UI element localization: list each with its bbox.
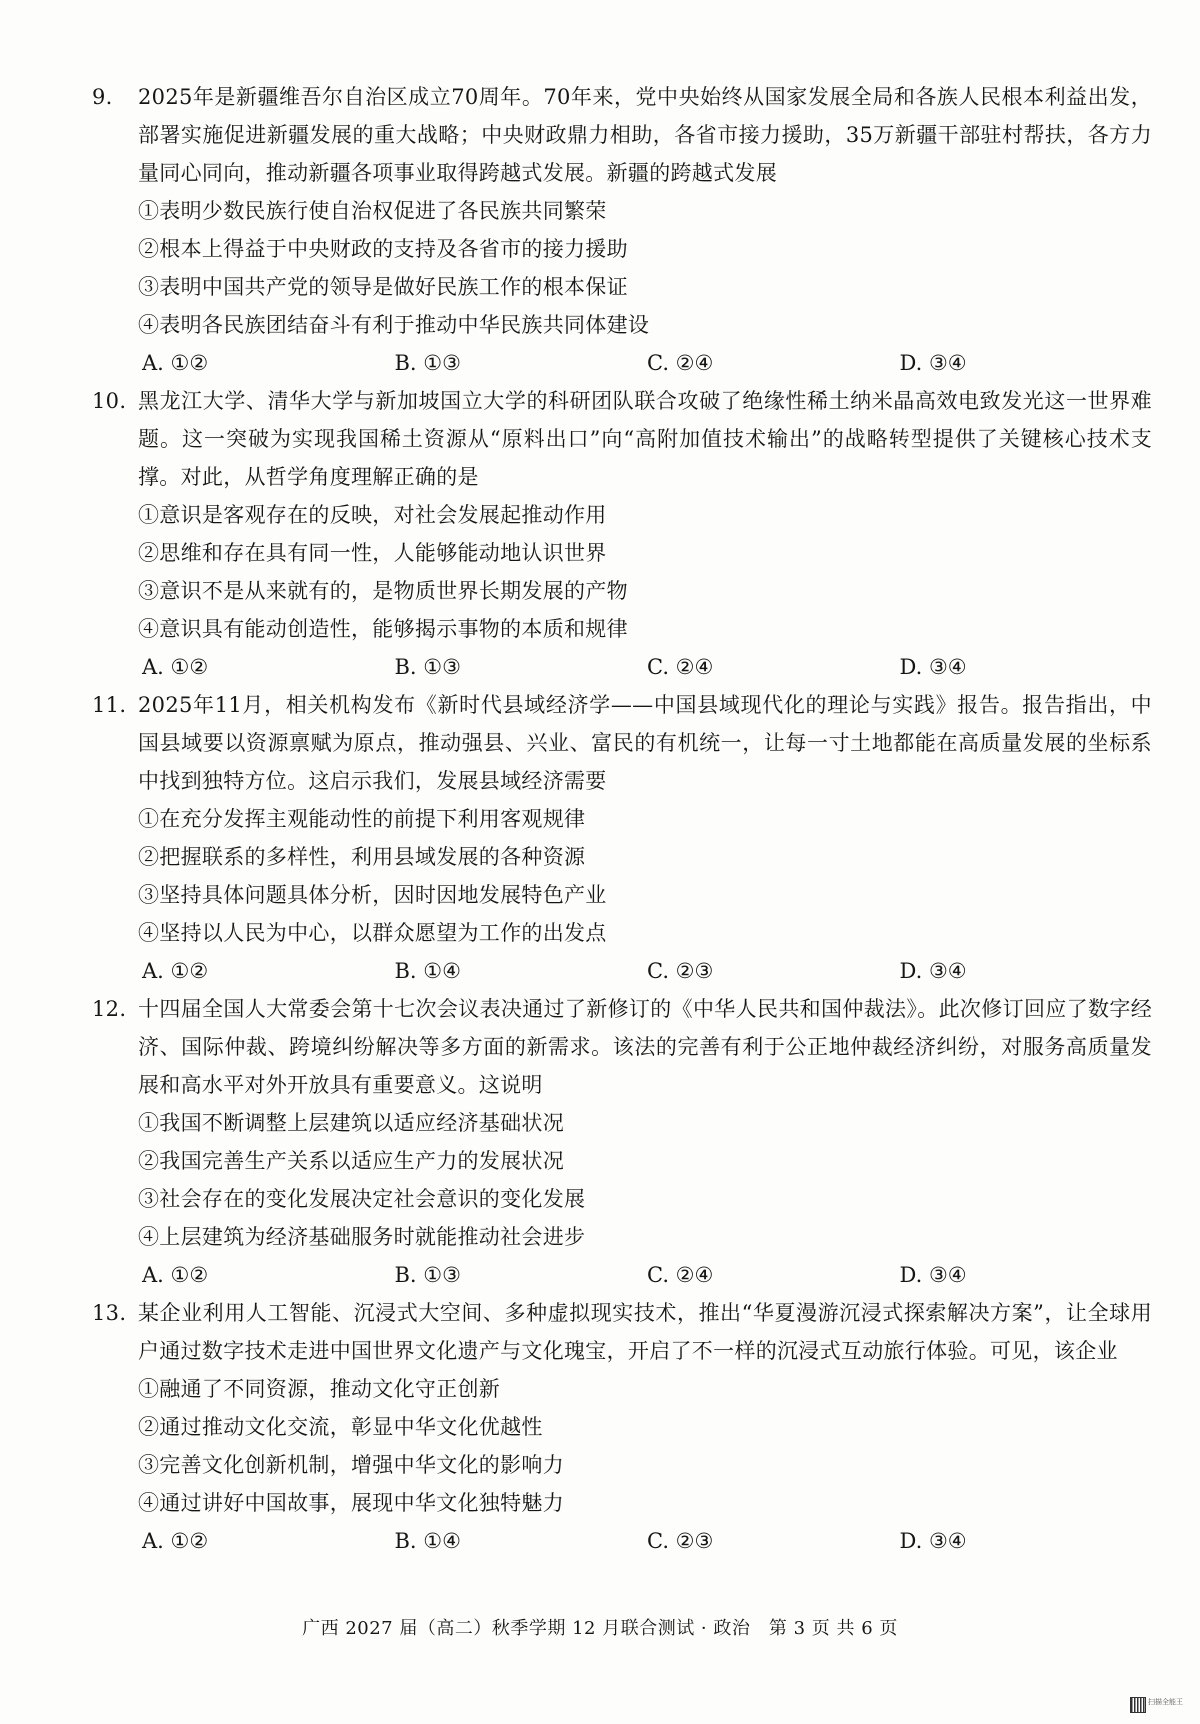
statement-1: ①表明少数民族行使自治权促进了各民族共同繁荣 xyxy=(138,199,607,223)
choice-b: B. ①④ xyxy=(394,1529,461,1553)
question-stem xyxy=(92,1294,1152,1370)
question-stem xyxy=(92,382,1152,496)
scanner-watermark: 扫描全能王 xyxy=(1148,1698,1183,1706)
choice-b: B. ①③ xyxy=(394,1263,461,1287)
question-11 xyxy=(92,686,1152,990)
question-stem xyxy=(92,78,1152,192)
question-12 xyxy=(92,990,1152,1294)
choice-a: A. ①② xyxy=(142,655,209,679)
question-stem-text: 某企业利用人工智能、沉浸式大空间、多种虚拟现实技术，推出“华夏漫游沉浸式探索解决方案”，让全球用户通过数字技术走进中国世界文化遗产与文化瑰宝，开启了不一样的沉浸式互动旅行体验。可见，该企业 xyxy=(138,1301,1152,1363)
answer-choices xyxy=(92,1522,1152,1560)
answer-choices xyxy=(92,1256,1152,1294)
statement-2: ②我国完善生产关系以适应生产力的发展状况 xyxy=(138,1149,564,1173)
question-stem-text: 2025年11月，相关机构发布《新时代县域经济学——中国县域现代化的理论与实践》报告。报告指出，中国县域要以资源禀赋为原点，推动强县、兴业、富民的有机统一，让每一寸土地都能在高质量发展的坐标系中找到独特方位。这启示我们，发展县域经济需要 xyxy=(138,693,1152,793)
question-stem xyxy=(92,990,1152,1104)
question-number: 10. xyxy=(92,389,127,413)
statement-3: ③表明中国共产党的领导是做好民族工作的根本保证 xyxy=(138,275,628,299)
statement-3: ③坚持具体问题具体分析，因时因地发展特色产业 xyxy=(138,883,607,907)
answer-choices xyxy=(92,952,1152,990)
question-stem xyxy=(92,686,1152,800)
page-footer: 广西 2027 届（高二）秋季学期 12 月联合测试 · 政治 第 3 页 共 6 页 xyxy=(302,1618,898,1639)
choice-c: C. ②④ xyxy=(647,655,714,679)
statement-1: ①在充分发挥主观能动性的前提下利用客观规律 xyxy=(138,807,586,831)
choice-b: B. ①③ xyxy=(394,351,461,375)
statement-2: ②通过推动文化交流，彰显中华文化优越性 xyxy=(138,1415,543,1439)
question-13 xyxy=(92,1294,1152,1560)
choice-b: B. ①④ xyxy=(394,959,461,983)
statement-3: ③社会存在的变化发展决定社会意识的变化发展 xyxy=(138,1187,586,1211)
question-10 xyxy=(92,382,1152,686)
answer-choices xyxy=(92,344,1152,382)
answer-choices xyxy=(92,648,1152,686)
choice-d: D. ③④ xyxy=(899,959,967,983)
statement-2: ②思维和存在具有同一性，人能够能动地认识世界 xyxy=(138,541,607,565)
question-stem-text: 2025年是新疆维吾尔自治区成立70周年。70年来，党中央始终从国家发展全局和各族人民根本利益出发，部署实施促进新疆发展的重大战略；中央财政鼎力相助，各省市接力援助，35万新疆干部驻村帮扶，各方力量同心同向，推动新疆各项事业取得跨越式发展。新疆的跨越式发展 xyxy=(138,85,1152,185)
choice-d: D. ③④ xyxy=(899,1263,967,1287)
choice-a: A. ①② xyxy=(142,1263,209,1287)
question-number: 11. xyxy=(92,693,127,717)
choice-a: A. ①② xyxy=(142,351,209,375)
choice-d: D. ③④ xyxy=(899,655,967,679)
qr-code-icon xyxy=(1130,1697,1146,1713)
statement-3: ③完善文化创新机制，增强中华文化的影响力 xyxy=(138,1453,564,1477)
statement-1: ①融通了不同资源，推动文化守正创新 xyxy=(138,1377,501,1401)
choice-a: A. ①② xyxy=(142,959,209,983)
choice-b: B. ①③ xyxy=(394,655,461,679)
choice-c: C. ②③ xyxy=(647,1529,714,1553)
statement-1: ①我国不断调整上层建筑以适应经济基础状况 xyxy=(138,1111,564,1135)
question-stem-text: 十四届全国人大常委会第十七次会议表决通过了新修订的《中华人民共和国仲裁法》。此次修订回应了数字经济、国际仲裁、跨境纠纷解决等多方面的新需求。该法的完善有利于公正地仲裁经济纠纷，对服务高质量发展和高水平对外开放具有重要意义。这说明 xyxy=(138,997,1152,1097)
choice-c: C. ②③ xyxy=(647,959,714,983)
statement-4: ④坚持以人民为中心，以群众愿望为工作的出发点 xyxy=(138,921,607,945)
statement-4: ④意识具有能动创造性，能够揭示事物的本质和规律 xyxy=(138,617,628,641)
statement-1: ①意识是客观存在的反映，对社会发展起推动作用 xyxy=(138,503,607,527)
question-number: 13. xyxy=(92,1301,127,1325)
statement-4: ④上层建筑为经济基础服务时就能推动社会进步 xyxy=(138,1225,586,1249)
choice-d: D. ③④ xyxy=(899,1529,967,1553)
statement-3: ③意识不是从来就有的，是物质世界长期发展的产物 xyxy=(138,579,628,603)
question-number: 12. xyxy=(92,997,127,1021)
choice-d: D. ③④ xyxy=(899,351,967,375)
question-list xyxy=(92,78,1152,1560)
statement-4: ④通过讲好中国故事，展现中华文化独特魅力 xyxy=(138,1491,564,1515)
choice-c: C. ②④ xyxy=(647,1263,714,1287)
statement-2: ②根本上得益于中央财政的支持及各省市的接力援助 xyxy=(138,237,628,261)
question-number: 9. xyxy=(92,85,113,109)
choice-a: A. ①② xyxy=(142,1529,209,1553)
question-9 xyxy=(92,78,1152,382)
statement-4: ④表明各民族团结奋斗有利于推动中华民族共同体建设 xyxy=(138,313,650,337)
statement-2: ②把握联系的多样性，利用县域发展的各种资源 xyxy=(138,845,586,869)
choice-c: C. ②④ xyxy=(647,351,714,375)
question-stem-text: 黑龙江大学、清华大学与新加坡国立大学的科研团队联合攻破了绝缘性稀土纳米晶高效电致发光这一世界难题。这一突破为实现我国稀土资源从“原料出口”向“高附加值技术输出”的战略转型提供了关键核心技术支撑。对此，从哲学角度理解正确的是 xyxy=(138,389,1152,489)
